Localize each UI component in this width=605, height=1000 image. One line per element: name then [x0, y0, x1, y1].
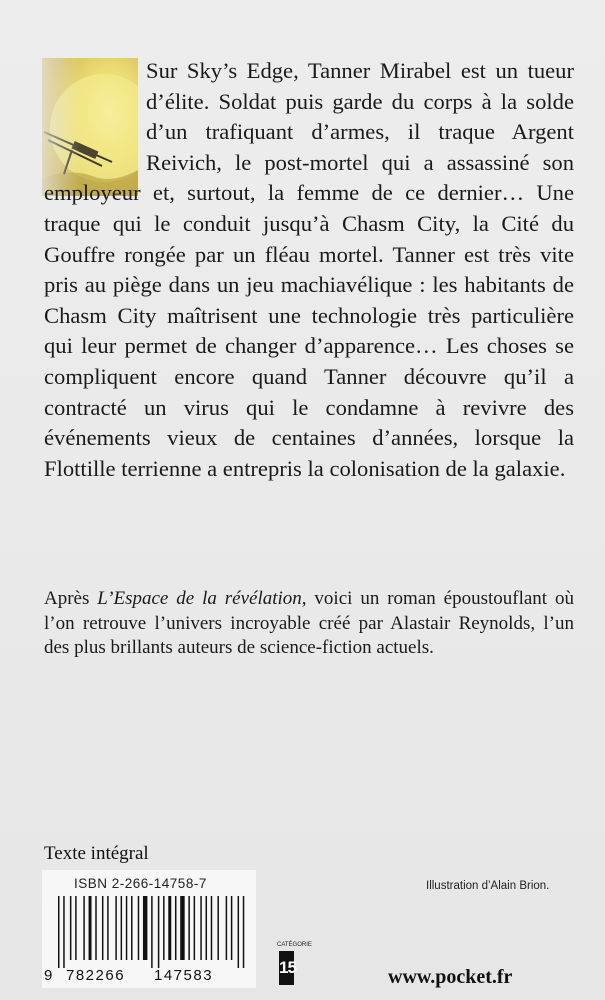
barcode-bar	[63, 896, 64, 968]
barcode-bar	[126, 896, 127, 960]
publisher-website: www.pocket.fr	[388, 966, 513, 988]
barcode-bar	[231, 896, 232, 960]
book-title-reference: L’Espace de la révélation,	[97, 588, 307, 609]
barcode-first-digit: 9	[44, 967, 53, 984]
barcode-bar	[107, 896, 108, 960]
barcode-bar	[226, 896, 227, 960]
isbn-text: ISBN 2-266-14758-7	[74, 876, 207, 891]
barcode-bar	[75, 896, 76, 960]
barcode-bar	[151, 896, 152, 968]
barcode-bar	[217, 896, 218, 960]
barcode-bar	[138, 896, 139, 960]
illustration-credit: Illustration d’Alain Brion.	[426, 880, 550, 892]
category-number-badge: 15	[279, 951, 294, 985]
barcode-bar	[158, 896, 159, 968]
main-blurb-text: Sur Sky’s Edge, Tanner Mirabel est un tueur d’élite. Soldat puis garde du corps à la solde d’un trafiquant d’armes, il traque Argent Reivich, le post-mortel qui a assassiné son employeur et, surtout, la femme de ce dernier… Une traque qui le conduit jusqu’à Chasm City, la Cité du Gouffre rongée par un fléau mortel. Tanner est très vite pris au piège dans un jeu machiavélique : les habitants de Chasm City maîtrisent une technologie très particulière qui leur permet de changer d’apparence… Les choses se compliquent encore quand Tanner découvre qu’il a contracté un virus qui le condamne à revivre des événements vieux de centaines d’années, lorsque la Flottille terrienne a entrepris la colonisation de la galaxie.	[44, 58, 574, 481]
barcode-right-digits: 147583	[154, 967, 214, 984]
main-blurb	[44, 56, 574, 484]
category-label: CATÉGORIE	[277, 942, 312, 948]
barcode-bar	[200, 896, 201, 960]
barcode-bar	[131, 896, 132, 960]
barcode-bar	[83, 896, 84, 960]
barcode-bar	[238, 896, 239, 968]
secondary-blurb	[44, 587, 574, 661]
barcode-bar	[194, 896, 195, 960]
barcode-bar	[175, 896, 176, 960]
barcode-bar	[206, 896, 207, 960]
barcode-bar	[163, 896, 164, 960]
barcode-bar	[168, 896, 171, 960]
barcode-bar	[211, 896, 212, 960]
barcode-bar	[180, 896, 184, 960]
barcode-bar	[95, 896, 96, 960]
barcode-bar	[102, 896, 103, 960]
barcode-bar	[115, 896, 116, 960]
secondary-blurb-prefix: Après	[44, 588, 98, 609]
barcode-bar	[188, 896, 189, 960]
barcode-bar	[89, 896, 92, 960]
barcode-image	[58, 896, 248, 968]
barcode-bar	[70, 896, 71, 960]
barcode-bar	[121, 896, 122, 960]
secondary-blurb-rest: voici un roman époustouflant où l’on retrouve l’univers incroyable créé par Alastair Reynolds, l’un des plus brillants auteurs de science-fiction actuels.	[44, 588, 574, 659]
barcode-bar	[143, 896, 147, 960]
barcode-bar	[58, 896, 59, 968]
barcode-bar	[243, 896, 244, 968]
barcode-left-digits: 782266	[66, 967, 126, 984]
texte-integral-label: Texte intégral	[44, 843, 149, 864]
